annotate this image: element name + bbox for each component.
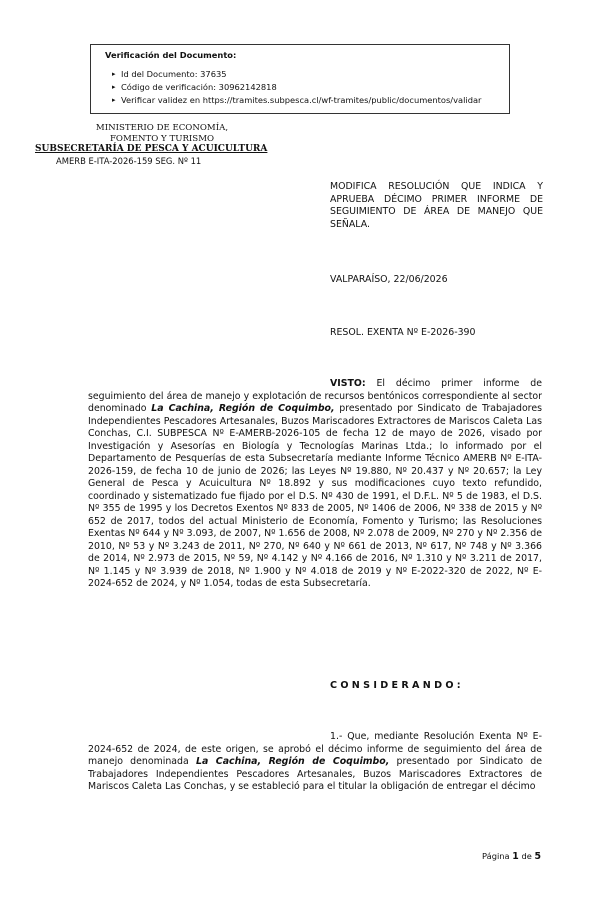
visto-text-2: presentado por Sindicato de Trabajadores Independientes Pescadores Artesanales, Buzos Mariscadores Extractores de Mariscos Caleta Las Conchas, C.I. SUBPESCA Nº E-AMERB-2026-105 de fecha 12 de mayo de 2026, visado por Investigación y Asesorías en Biología y Tecnologías Marinas Ltda.; lo informado por el Departamento de Pesquerías de esta Subsecretaría mediante Informe Técnico AMERB Nº E-ITA-2026-159, de fecha 10 de junio de 2026; las Leyes Nº 19.880, Nº 20.437 y Nº 20.657; la Ley General de Pesca y Acuicultura Nº 18.892 y sus modificaciones cuyo texto refundido, coordinado y sistematizado fue fijado por el D.S. Nº 430 de 1991, el D.F.L. Nº 5 de 1983, el D.S. Nº 355 de 1995 y los Decretos Exentos Nº 833 de 2005, Nº 1406 de 2006, Nº 338 de 2015 y Nº 652 de 2017, todos del actual Ministerio de Economía, Fomento y Turismo; las Resoluciones Exentas Nº 644 y Nº 3.093, de 2007, Nº 1.656 de 2008, Nº 2.078 de 2009, Nº 270 y Nº 2.356 de 2010, Nº 53 y Nº 3.243 de 2011, Nº 270, Nº 640 y Nº 661 de 2013, Nº 617, Nº 748 y Nº 3.366 de 2014, Nº 2.973 de 2015, Nº 59, Nº 4.142 y Nº 4.166 de 2016, Nº 1.310 y Nº 3.211 de 2017, Nº 1.145 y Nº 3.939 de 2018, Nº 1.900 y Nº 4.018 de 2019 y Nº E-2022-320 de 2022, Nº E-2024-652 de 2024, y Nº 1.054, todas de esta Subsecretaría.	[88, 403, 542, 589]
subsecretaria-heading: SUBSECRETARÍA DE PESCA Y ACUICULTURA	[35, 144, 268, 154]
verification-url-item[interactable]: ▸ Verificar validez en https://tramites.subpesca.cl/wf-tramites/public/documentos/validar	[121, 94, 501, 107]
page-of: de	[518, 851, 535, 861]
page-total: 5	[534, 851, 541, 862]
ministry-heading	[82, 123, 242, 145]
verification-code-item: ▸ Código de verificación: 30962142818	[121, 81, 501, 94]
verification-box	[90, 44, 510, 114]
ministry-line-2: FOMENTO Y TURISMO	[109, 134, 215, 144]
ministry-line-1: MINISTERIO DE ECONOMÍA,	[95, 123, 229, 133]
page-footer	[482, 851, 541, 862]
visto-label: VISTO:	[330, 378, 366, 389]
visto-paragraph	[88, 378, 542, 591]
considerando-1-text-1: 1.- Que, mediante Resolución Exenta Nº E-2024-652 de 2024, de este origen, se aprobó el décimo informe de seguimiento del área de manejo denominada	[88, 731, 542, 767]
document-id-item: ▸ Id del Documento: 37635	[121, 68, 501, 81]
visto-area-name: La Cachina, Región de Coquimbo,	[151, 403, 335, 414]
page-word: Página	[482, 851, 513, 861]
considerando-1-text-2: presentado por Sindicato de Trabajadores Independientes Pescadores Artesanales, Buzos Mariscadores Extractores de Mariscos Caleta Las Conchas, y se estableció para el titular la obligación de entregar el décimo	[88, 756, 542, 792]
page-current: 1	[512, 851, 519, 862]
verification-list	[99, 68, 501, 107]
considerando-1-area-name: La Cachina, Región de Coquimbo,	[195, 756, 390, 767]
resolution-subject: MODIFICA RESOLUCIÓN QUE INDICA Y APRUEBA DÉCIMO PRIMER INFORME DE SEGUIMIENTO DE ÁREA DE MANEJO QUE SEÑALA.	[330, 181, 543, 230]
considerando-item-1	[88, 731, 542, 794]
resolution-number: RESOL. EXENTA Nº E-2026-390	[330, 327, 476, 338]
verification-title: Verificación del Documento:	[105, 50, 237, 60]
reference-code: AMERB E-ITA-2026-159 SEG. Nº 11	[56, 156, 202, 166]
place-date: VALPARAÍSO, 22/06/2026	[330, 274, 448, 285]
visto-text-1: El décimo primer informe de seguimiento del área de manejo y explotación de recursos bentónicos correspondiente al sector denominado	[88, 378, 542, 414]
considerando-heading: CONSIDERANDO:	[330, 680, 464, 691]
